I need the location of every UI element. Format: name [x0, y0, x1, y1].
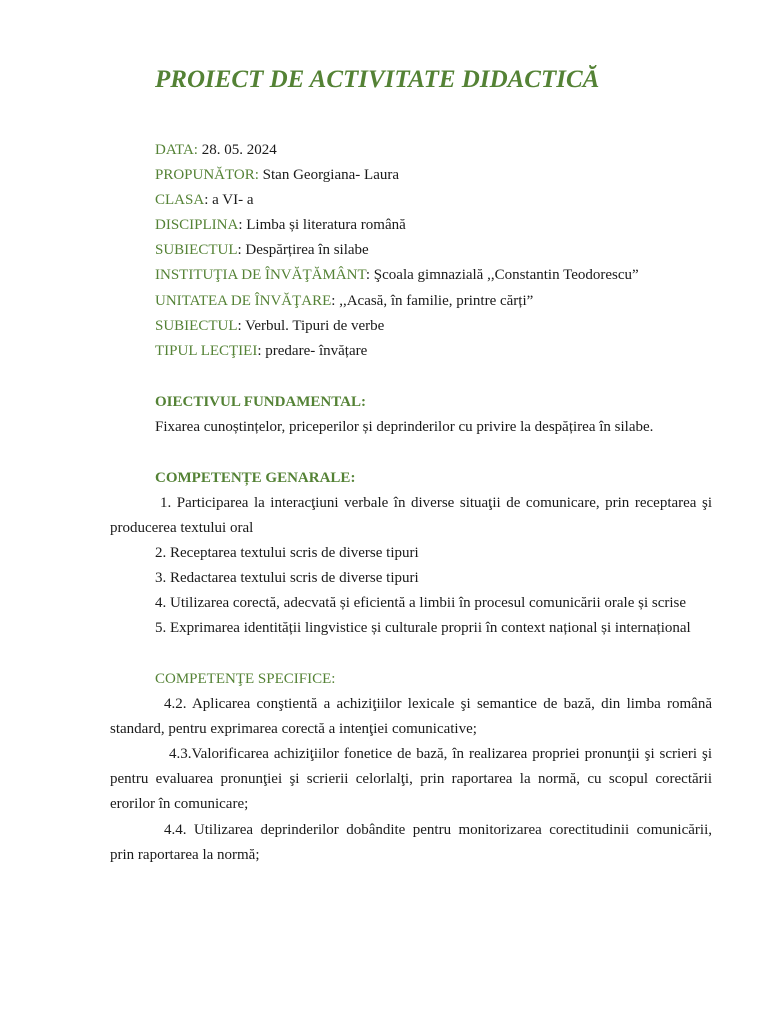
general-competences-heading: COMPETENȚE GENARALE:	[155, 470, 356, 486]
objective-heading: OIECTIVUL FUNDAMENTAL:	[155, 394, 366, 410]
field-value: : a VI- a	[204, 192, 254, 208]
specific-competences-heading: COMPETENŢE SPECIFICE:	[155, 671, 336, 687]
field-data	[155, 140, 277, 160]
field-label: TIPUL LECŢIEI	[155, 343, 258, 359]
general-competence-item: 3. Redactarea textului scris de diverse tipuri	[155, 570, 419, 586]
field-institutia	[155, 265, 639, 285]
field-clasa	[155, 190, 253, 210]
objective-text: Fixarea cunoștințelor, priceperilor și deprinderilor cu privire la despățirea în silabe.	[155, 419, 654, 435]
general-competence-item: 2. Receptarea textului scris de diverse tipuri	[155, 545, 419, 561]
field-value: : Şcoala gimnazială ,,Constantin Teodorescu”	[365, 267, 639, 283]
field-disciplina	[155, 215, 406, 235]
field-label: UNITATEA DE ÎNVĂŢARE	[155, 293, 332, 309]
field-value: 28. 05. 2024	[197, 142, 277, 158]
specific-competence-item: 4.3.Valorificarea achiziţiilor fonetice de bază, în realizarea propriei pronunţii şi scrieri şi pentru evaluarea pronunţiei şi scrierii celorlalţi, prin raportarea la normă, cu scopul corectării erorilor în comunicare;	[110, 746, 712, 813]
field-label: DISCIPLINA	[155, 217, 239, 233]
general-competence-item: 4. Utilizarea corectă, adecvată și eficientă a limbii în procesul comunicării orale și scrise	[155, 595, 687, 611]
field-subiectul-2	[155, 316, 384, 336]
general-competence-item: 1. Participarea la interacţiuni verbale în diverse situaţii de comunicare, prin receptarea şi producerea textului oral	[110, 495, 712, 537]
field-propunator	[155, 165, 399, 185]
specific-competence-item: 4.4. Utilizarea deprinderilor dobândite pentru monitorizarea corectitudinii comunicării, prin raportarea la normă;	[110, 822, 712, 864]
field-value: : predare- învățare	[257, 343, 368, 359]
field-value: Stan Georgiana- Laura	[258, 167, 400, 183]
field-label: INSTITUŢIA DE ÎNVĂŢĂMÂNT	[155, 267, 366, 283]
field-label: DATA:	[155, 142, 198, 158]
field-subiectul	[155, 240, 369, 260]
field-label: CLASA	[155, 192, 205, 208]
general-competence-item: 5. Exprimarea identității lingvistice și culturale proprii în context național și internațional	[155, 620, 691, 636]
field-unitatea	[155, 291, 533, 311]
field-label: SUBIECTUL	[155, 318, 238, 334]
field-value: : Verbul. Tipuri de verbe	[237, 318, 385, 334]
field-label: PROPUNĂTOR:	[155, 167, 259, 183]
field-value: : Limba și literatura română	[238, 217, 406, 233]
document-title: PROIECT DE ACTIVITATE DIDACTICĂ	[155, 66, 600, 93]
field-value: : Despărțirea în silabe	[237, 242, 369, 258]
field-value: : ,,Acasă, în familie, printre cărți”	[331, 293, 534, 309]
specific-competence-item: 4.2. Aplicarea conştientă a achiziţiilor lexicale şi semantice de bază, din limba română standard, pentru exprimarea corectă a intenţiei comunicative;	[110, 696, 712, 738]
field-tipul-lectiei	[155, 341, 367, 361]
field-label: SUBIECTUL	[155, 242, 238, 258]
